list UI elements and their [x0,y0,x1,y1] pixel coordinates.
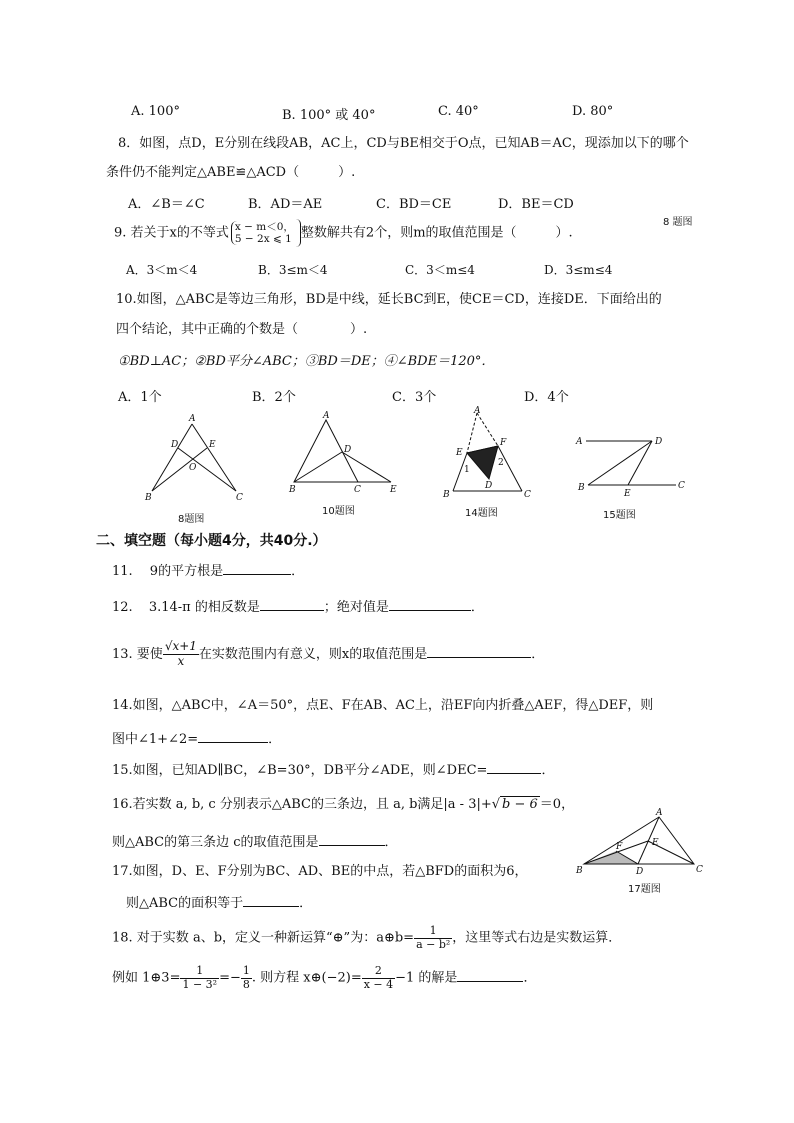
fig15-label-a: A [576,437,583,447]
q13-prefix: 13. 要使 [112,646,163,662]
q13 [112,640,544,669]
q13-suffix: 在实数范围内有意义，则x的取值范围是 [198,646,428,662]
q18-f3-den: 8 [242,977,250,991]
fig14-label-a: A [474,406,481,416]
q9-ineq-1: x − m＜0， [234,220,294,233]
fig8-label-d: D [171,440,179,450]
fig14-label-1: 1 [464,465,470,475]
q10-option-c: C．3个 [392,390,437,405]
q7-option-b: B. 100° 或 40° [282,108,376,123]
q16-answer-blank[interactable] [319,833,385,846]
fig15-caption: 15题图 [603,510,636,521]
q18-f4-den: x − 4 [363,977,394,991]
q9-option-b: B．3≤m＜4 [258,263,328,277]
q18-line2 [112,965,536,991]
q16-line1b: ＝0， [539,797,575,812]
q9-inequality-system [231,221,294,245]
q16-end: ． [384,835,398,850]
q18-answer-blank[interactable] [457,969,523,982]
q16-line2 [112,833,398,851]
q18-ex-b: =− [219,970,241,986]
q11-answer-blank[interactable] [223,562,291,575]
q15-text: 15.如图，已知AD∥BC，∠B=30°，DB平分∠ADE，则∠DEC= [112,763,488,778]
q8-option-a: A．∠B＝∠C [128,197,205,212]
q10-option-a: A．1个 [118,390,162,405]
fig10-label-c: C [354,485,361,495]
q14-line2-text: 图中∠1+∠2= [112,732,199,747]
q18-f2-num: 1 [180,965,219,979]
fig14-caption: 14题图 [465,508,498,519]
q8-option-d: D．BE＝CD [498,197,574,212]
q11-text: 11. 9的平方根是 [112,564,224,579]
fig10-caption: 10题图 [322,506,355,517]
q12-num: 12. [112,600,133,615]
q10-option-d: D．4个 [524,390,569,405]
fig14-label-e: E [456,448,463,458]
q18-fraction-2 [180,965,219,991]
q18-ex-c: . 则方程 x⊕(−2)= [251,970,362,986]
fig8-top-caption: 8 题图 [663,217,693,228]
q18-line1a: 18. 对于实数 a、b，定义一种新运算“⊕”为：a⊕b= [112,930,415,946]
q18-fraction-4 [362,965,395,991]
q13-answer-blank[interactable] [427,645,531,658]
fig14-label-2: 2 [498,458,504,468]
q10-option-b: B．2个 [252,390,296,405]
fig10-label-e: E [390,485,397,495]
fig14-label-d: D [485,481,493,491]
figure-8 [140,410,250,505]
q13-fraction-den: x [177,653,185,668]
q10-line3: ①BD⊥AC；②BD平分∠ABC；③BD＝DE；④∠BDE＝120°． [118,354,495,369]
q8-line2: 条件仍不能判定△ABE≌△ACD（ ）. [106,165,356,180]
fig14-label-c: C [524,490,531,500]
figure-14 [437,405,547,500]
q17-answer-blank[interactable] [243,894,299,907]
q17-line2-text: 则△ABC的面积等于 [126,896,244,911]
q16-line1a: 16.若实数 a, b, c 分别表示△ABC的三条边，且 a, b满足|a - 3|+ [112,797,492,812]
q18-f2-den: 1 − 3² [182,977,218,991]
q12-answer-blank-1[interactable] [260,598,324,611]
fig14-label-b: B [443,490,450,500]
q9-ineq-2: 5 − 2x ⩽ 1 [234,233,292,245]
q8-line1: 8．如图，点D，E分别在线段AB，AC上，CD与BE相交于O点，已知AB＝AC，现添加以下的哪个 [118,136,689,151]
fig15-label-b: B [578,483,585,493]
q15-end: ． [541,763,555,778]
q13-end: ． [531,646,545,662]
q9-option-d: D．3≤m≤4 [544,263,613,277]
q9-option-c: C．3＜m≤4 [405,263,475,277]
q14-line2 [112,730,281,748]
fig15-label-d: D [655,437,663,447]
fig17-label-f: F [616,842,623,852]
q14-end: ． [268,732,282,747]
fig15-label-c: C [678,481,685,491]
figure-10 [286,410,406,500]
q18-f1-den: a − b² [416,937,451,951]
fig15-label-e: E [624,489,631,499]
q9-stem [114,219,573,247]
q16-line2-text: 则△ABC的第三条边 c的取值范围是 [112,835,319,850]
fig8-label-b: B [145,493,152,503]
fig8-label-e: E [209,440,216,450]
figure-15 [574,425,694,500]
q7-option-d: D. 80° [572,104,614,119]
q18-ex-d: −1 的解是 [395,970,458,986]
q11-end: ． [291,564,305,579]
q12-answer-blank-2[interactable] [389,598,471,611]
q16-sqrt: √ b − 6 [491,797,538,812]
fig17-label-c: C [696,865,703,875]
figure-17 [574,805,714,880]
q10-line2: 四个结论，其中正确的个数是（ ）. [116,322,368,337]
q16-line1 [112,797,574,813]
section-2-heading: 二、填空题（每小题4分，共40分.） [96,533,327,549]
q9-suffix: 整数解共有2个，则m的取值范围是（ ）. [300,225,573,241]
q13-fraction-num: √x+1 [164,639,197,653]
q12-expr: 3.14-π 的相反数是 [148,600,260,615]
q8-option-c: C．BD＝CE [376,197,452,212]
q17-line1: 17.如图，D、E、F分别为BC、AD、BE的中点，若△BFD的面积为6， [112,864,528,879]
fig17-label-a: A [656,808,663,818]
q9-prefix: 9. 若关于x的不等式 [114,225,229,241]
fig10-label-b: B [289,485,296,495]
q14-answer-blank[interactable] [198,730,268,743]
fig8-label-o: O [189,463,197,473]
q18-end: ． [523,970,537,986]
q8-option-b: B．AD＝AE [248,197,323,212]
q18-fraction-3 [241,965,252,991]
q15-answer-blank[interactable] [487,761,541,774]
fig8-label-a: A [189,414,196,424]
q18-fraction-1 [414,925,452,951]
q18-ex-a: 例如 1⊕3= [112,970,181,986]
fig10-label-d: D [344,445,352,455]
fig10-label-a: A [323,411,330,421]
q7-option-a: A. 100° [131,104,180,119]
q18-line1b: ，这里等式右边是实数运算． [452,930,622,946]
q18-f1-num: 1 [414,925,452,939]
fig14-label-f: F [500,438,507,448]
q15 [112,761,554,779]
q13-fraction [163,640,199,669]
fig17-caption: 17题图 [628,884,661,895]
q10-line1: 10.如图，△ABC是等边三角形，BD是中线，延长BC到E，使CE＝CD，连接DE．下面给出的 [116,292,662,307]
fig8-caption: 8题图 [178,514,205,525]
q11 [112,562,304,580]
q12-end: ． [470,600,484,615]
q18-f4-num: 2 [362,965,395,979]
q17-line2 [126,894,312,912]
q16-sqrt-radicand: b − 6 [502,797,538,812]
q18-f3-num: 1 [242,964,250,977]
fig8-label-c: C [236,493,243,503]
q9-option-a: A．3＜m＜4 [126,263,198,277]
q12-mid: ；绝对值是 [323,600,389,615]
fig17-label-b: B [576,866,583,876]
q14-line1: 14.如图，△ABC中，∠A＝50°，点E、F在AB、AC上，沿EF向内折叠△AEF，得△DEF，则 [112,698,654,713]
q12 [112,598,484,616]
fig17-label-d: D [636,867,644,877]
q17-end: ． [299,896,313,911]
fig17-label-e: E [652,838,659,848]
q18-line1 [112,925,621,951]
q7-option-c: C. 40° [438,104,479,119]
